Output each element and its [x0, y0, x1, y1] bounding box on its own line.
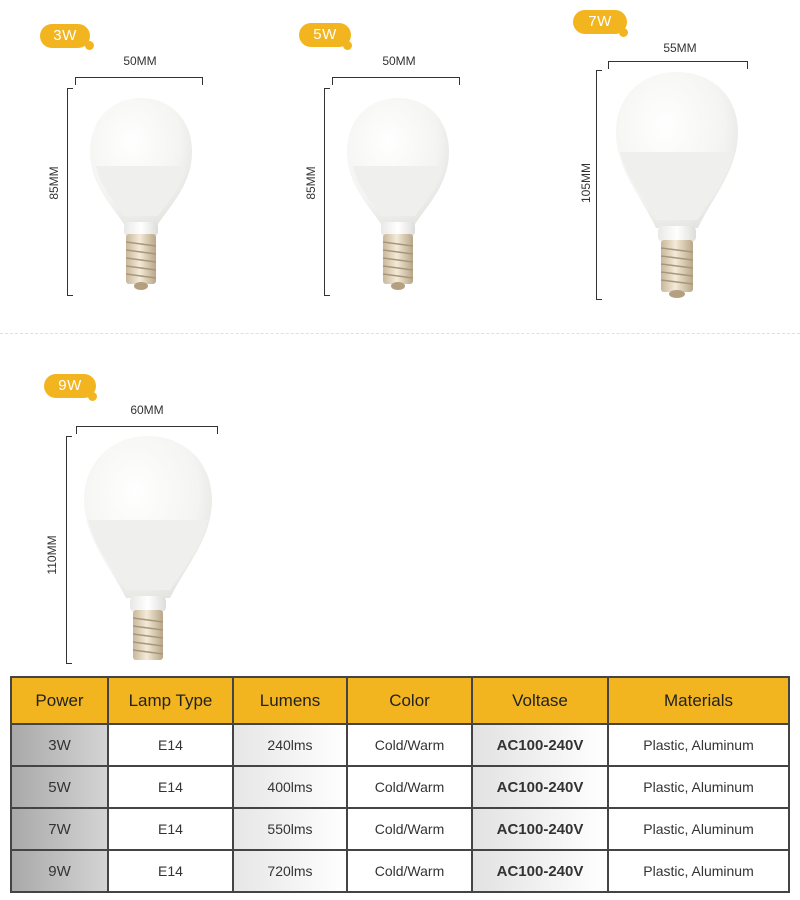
height-label: 85MM [304, 166, 318, 200]
materials-cell: Plastic, Aluminum [608, 766, 789, 808]
table-row [11, 808, 789, 850]
header-power: Power [11, 677, 108, 724]
lamp-type-cell: E14 [108, 850, 233, 892]
bulb-image [80, 434, 216, 664]
height-bracket [324, 88, 330, 296]
lamp-type-cell: E14 [108, 766, 233, 808]
voltage-cell: AC100-240V [472, 766, 608, 808]
color-cell: Cold/Warm [347, 766, 472, 808]
voltage-cell: AC100-240V [472, 850, 608, 892]
color-cell: Cold/Warm [347, 808, 472, 850]
power-cell: 9W [11, 850, 108, 892]
color-cell: Cold/Warm [347, 724, 472, 766]
height-bracket [67, 88, 73, 296]
badge-dot [343, 41, 352, 50]
badge-dot [85, 41, 94, 50]
voltage-cell: AC100-240V [472, 808, 608, 850]
table-row [11, 850, 789, 892]
header-lumens: Lumens [233, 677, 347, 724]
spec-table [10, 676, 790, 893]
table-row [11, 766, 789, 808]
lumens-cell: 720lms [233, 850, 347, 892]
width-bracket [75, 77, 203, 85]
width-label: 50MM [382, 54, 416, 68]
header-color: Color [347, 677, 472, 724]
color-cell: Cold/Warm [347, 850, 472, 892]
badge-dot [88, 392, 97, 401]
height-label: 110MM [45, 535, 59, 575]
bulb-image [86, 96, 196, 292]
lumens-cell: 240lms [233, 724, 347, 766]
power-cell: 3W [11, 724, 108, 766]
wattage-badge: 3W [40, 24, 90, 48]
wattage-badge: 7W [573, 10, 627, 34]
lamp-type-cell: E14 [108, 724, 233, 766]
width-bracket [608, 61, 748, 69]
height-bracket [596, 70, 602, 300]
section-divider [0, 333, 800, 334]
lumens-cell: 400lms [233, 766, 347, 808]
width-label: 60MM [130, 403, 164, 417]
voltage-cell: AC100-240V [472, 724, 608, 766]
materials-cell: Plastic, Aluminum [608, 850, 789, 892]
lumens-cell: 550lms [233, 808, 347, 850]
height-label: 105MM [579, 163, 593, 204]
wattage-badge: 9W [44, 374, 96, 398]
materials-cell: Plastic, Aluminum [608, 724, 789, 766]
table-row [11, 724, 789, 766]
materials-cell: Plastic, Aluminum [608, 808, 789, 850]
bulb-image [612, 70, 742, 300]
badge-dot [619, 28, 628, 37]
width-bracket [76, 426, 218, 434]
table-header-row [11, 677, 789, 724]
width-label: 50MM [123, 54, 157, 68]
width-label: 55MM [663, 41, 697, 55]
bulb-image [343, 96, 453, 292]
height-bracket [66, 436, 72, 664]
width-bracket [332, 77, 460, 85]
header-voltage: Voltase [472, 677, 608, 724]
lamp-type-cell: E14 [108, 808, 233, 850]
header-lamp-type: Lamp Type [108, 677, 233, 724]
power-cell: 5W [11, 766, 108, 808]
wattage-badge: 5W [299, 23, 351, 47]
header-materials: Materials [608, 677, 789, 724]
power-cell: 7W [11, 808, 108, 850]
height-label: 85MM [47, 166, 61, 200]
